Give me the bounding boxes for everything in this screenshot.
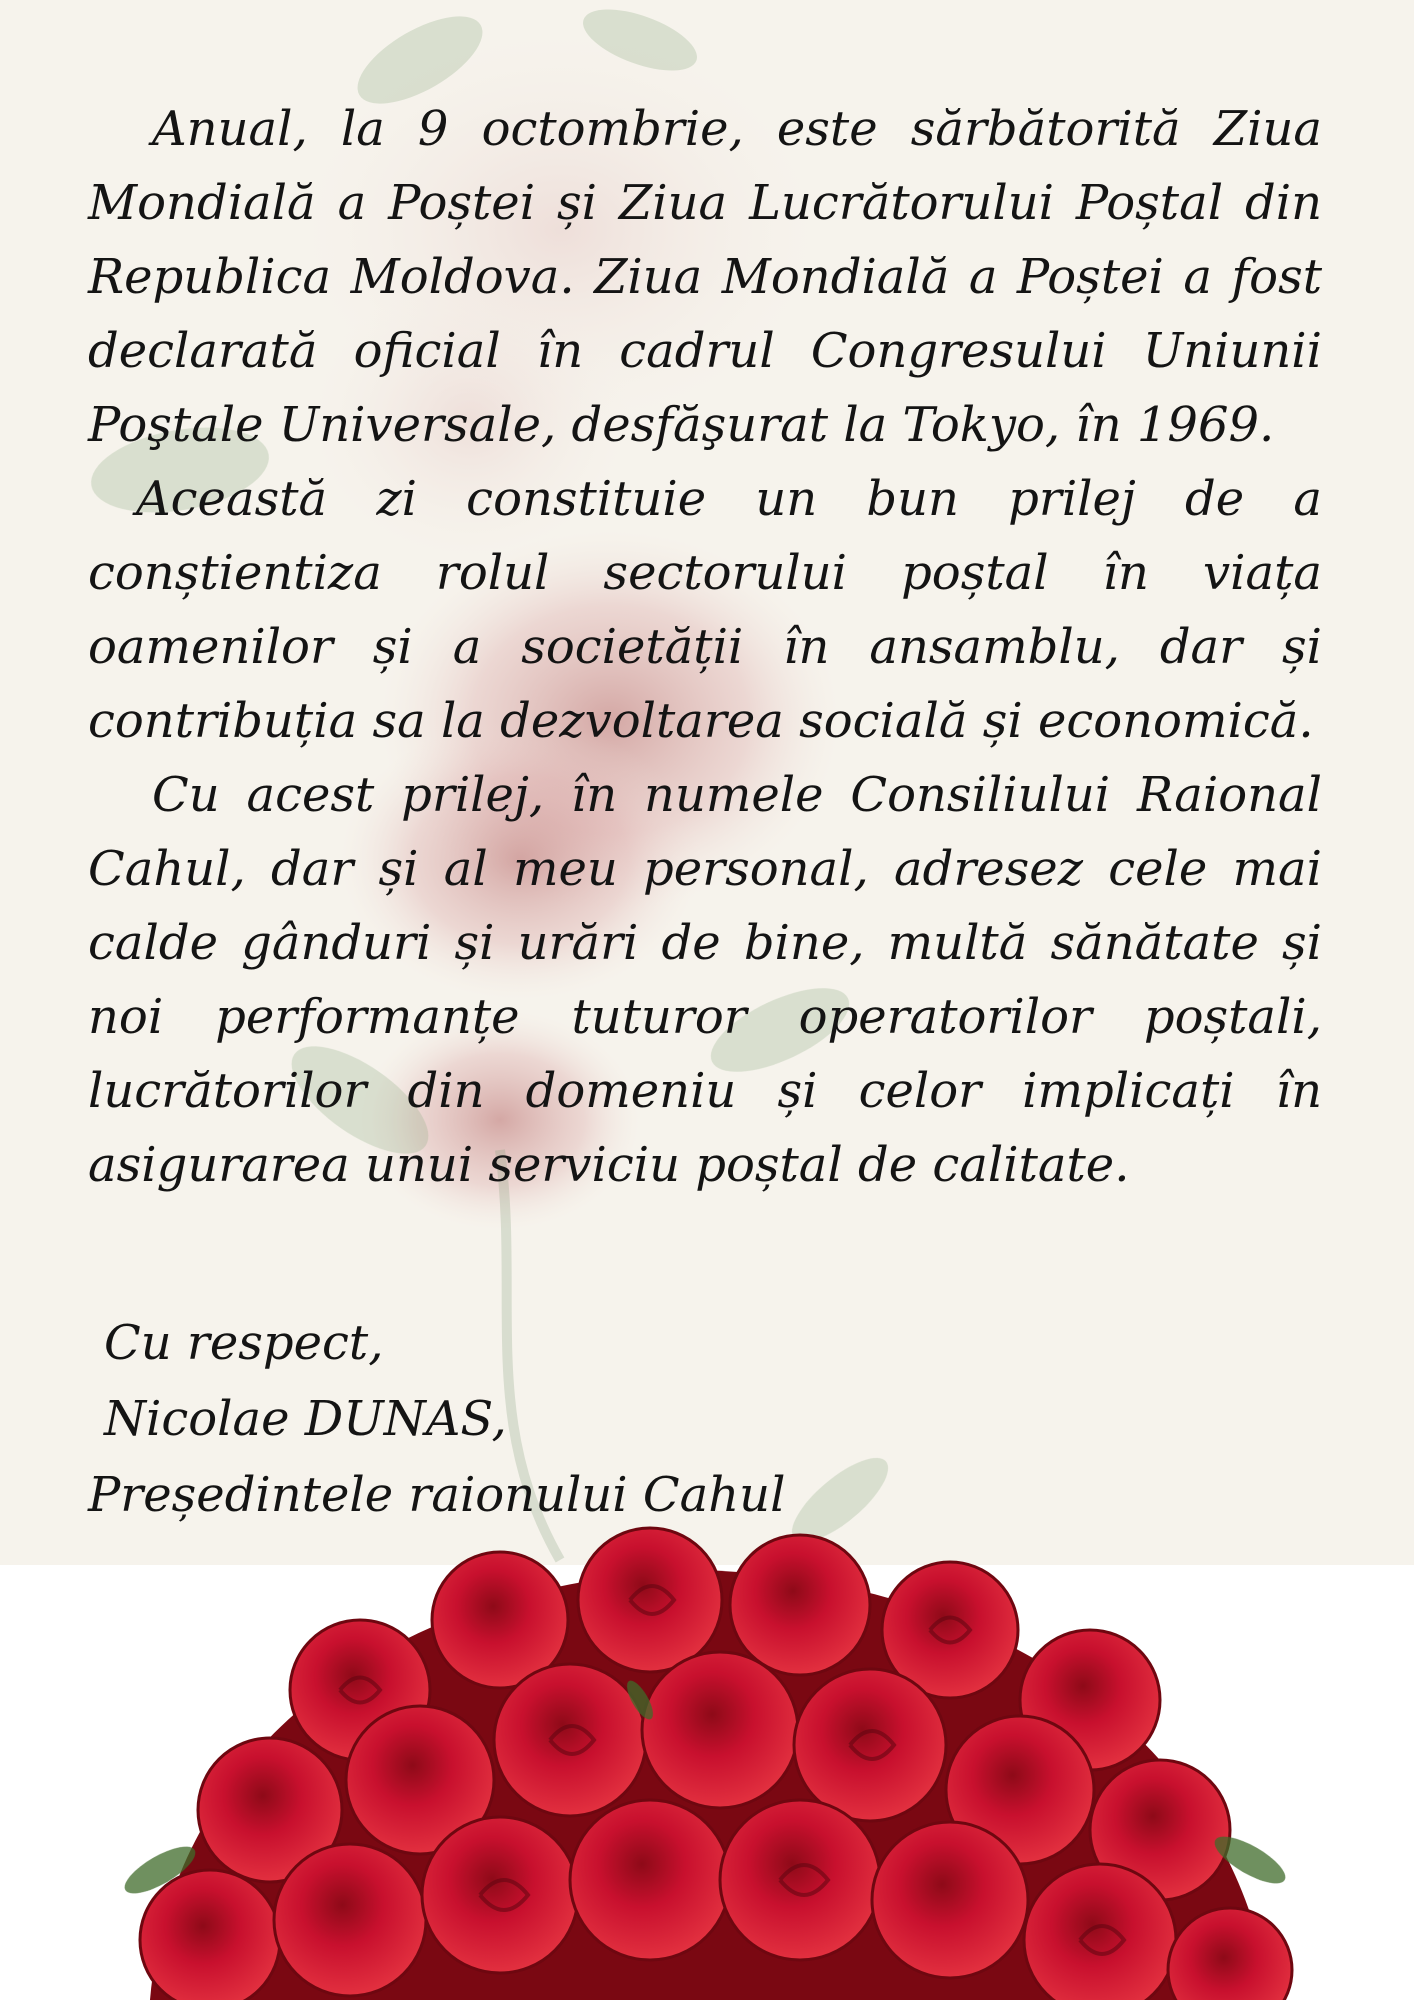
signatory-name: Nicolae DUNAS, — [104, 1391, 507, 1447]
paragraph: Cu acest prilej, în numele Consiliului Raional Cahul, dar și al meu personal, adresez cele mai calde gânduri și urări de bine, multă sănătate și noi performanțe tuturor operatorilor poștali, lucrătorilor din domeniu și celor implicați în asigurarea unui serviciu poștal de calitate. — [88, 767, 1322, 1193]
closing-line: Cu respect, — [104, 1315, 384, 1371]
signature-block — [88, 1305, 785, 1533]
paragraph: Această zi constituie un bun prilej de a conștientiza rolul sectorului poștal în viața oamenilor și a societății în ansamblu, dar și contribuția sa la dezvoltarea socială și economică. — [88, 471, 1322, 749]
letter-body — [88, 92, 1322, 1202]
signatory-title: Președintele raionului Cahul — [88, 1467, 786, 1523]
paragraph: Anual, la 9 octombrie, este sărbătorită Ziua Mondială a Poștei și Ziua Lucrătorului Poștal din Republica Moldova. Ziua Mondială a Poștei a fost declarată oficial în cadrul Congresului Uniunii Poştale Universale, desfăşurat la Tokyo, în 1969. — [88, 101, 1322, 453]
